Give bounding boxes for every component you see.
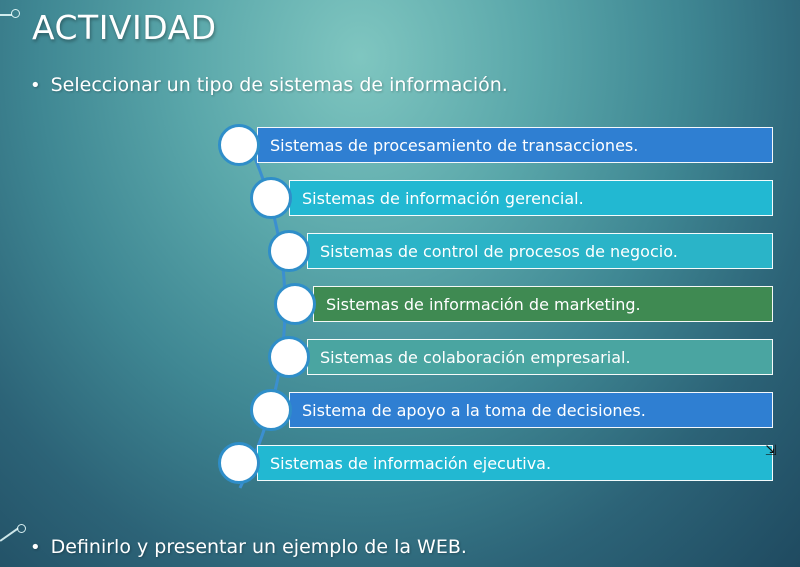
corner-dot-top [11, 9, 20, 18]
bullet-select-system [30, 74, 508, 96]
list-item-label: Sistemas de información ejecutiva. [270, 453, 552, 473]
list-item [289, 392, 773, 428]
list-item [289, 180, 773, 216]
list-item [307, 233, 773, 269]
list-item-label: Sistema de apoyo a la toma de decisiones. [302, 400, 646, 420]
list-item [313, 286, 773, 322]
list-item-label: Sistemas de control de procesos de negocio. [320, 241, 678, 261]
bullet-text: Definirlo y presentar un ejemplo de la WEB. [50, 536, 467, 558]
list-item-circle-icon [268, 230, 310, 272]
list-item-label: Sistemas de información gerencial. [302, 188, 584, 208]
bullet-define-example [30, 536, 467, 558]
corner-dot-bottom [17, 524, 26, 533]
list-item [257, 445, 773, 481]
list-item [257, 127, 773, 163]
list-item [307, 339, 773, 375]
slide-title: ACTIVIDAD [32, 8, 217, 47]
list-item-label: Sistemas de colaboración empresarial. [320, 347, 631, 367]
list-item-circle-icon [274, 283, 316, 325]
list-item-label: Sistemas de procesamiento de transacciones. [270, 135, 639, 155]
corner-line-bottom [0, 528, 18, 542]
list-item-circle-icon [250, 389, 292, 431]
list-item-circle-icon [218, 124, 260, 166]
bullet-text: Seleccionar un tipo de sistemas de información. [50, 74, 508, 96]
mouse-cursor-icon: ⇲ [765, 443, 777, 459]
list-item-circle-icon [268, 336, 310, 378]
bullet-dot-icon: • [30, 75, 41, 96]
list-item-label: Sistemas de información de marketing. [326, 294, 641, 314]
list-item-circle-icon [250, 177, 292, 219]
list-item-circle-icon [218, 442, 260, 484]
bullet-dot-icon: • [30, 537, 41, 558]
